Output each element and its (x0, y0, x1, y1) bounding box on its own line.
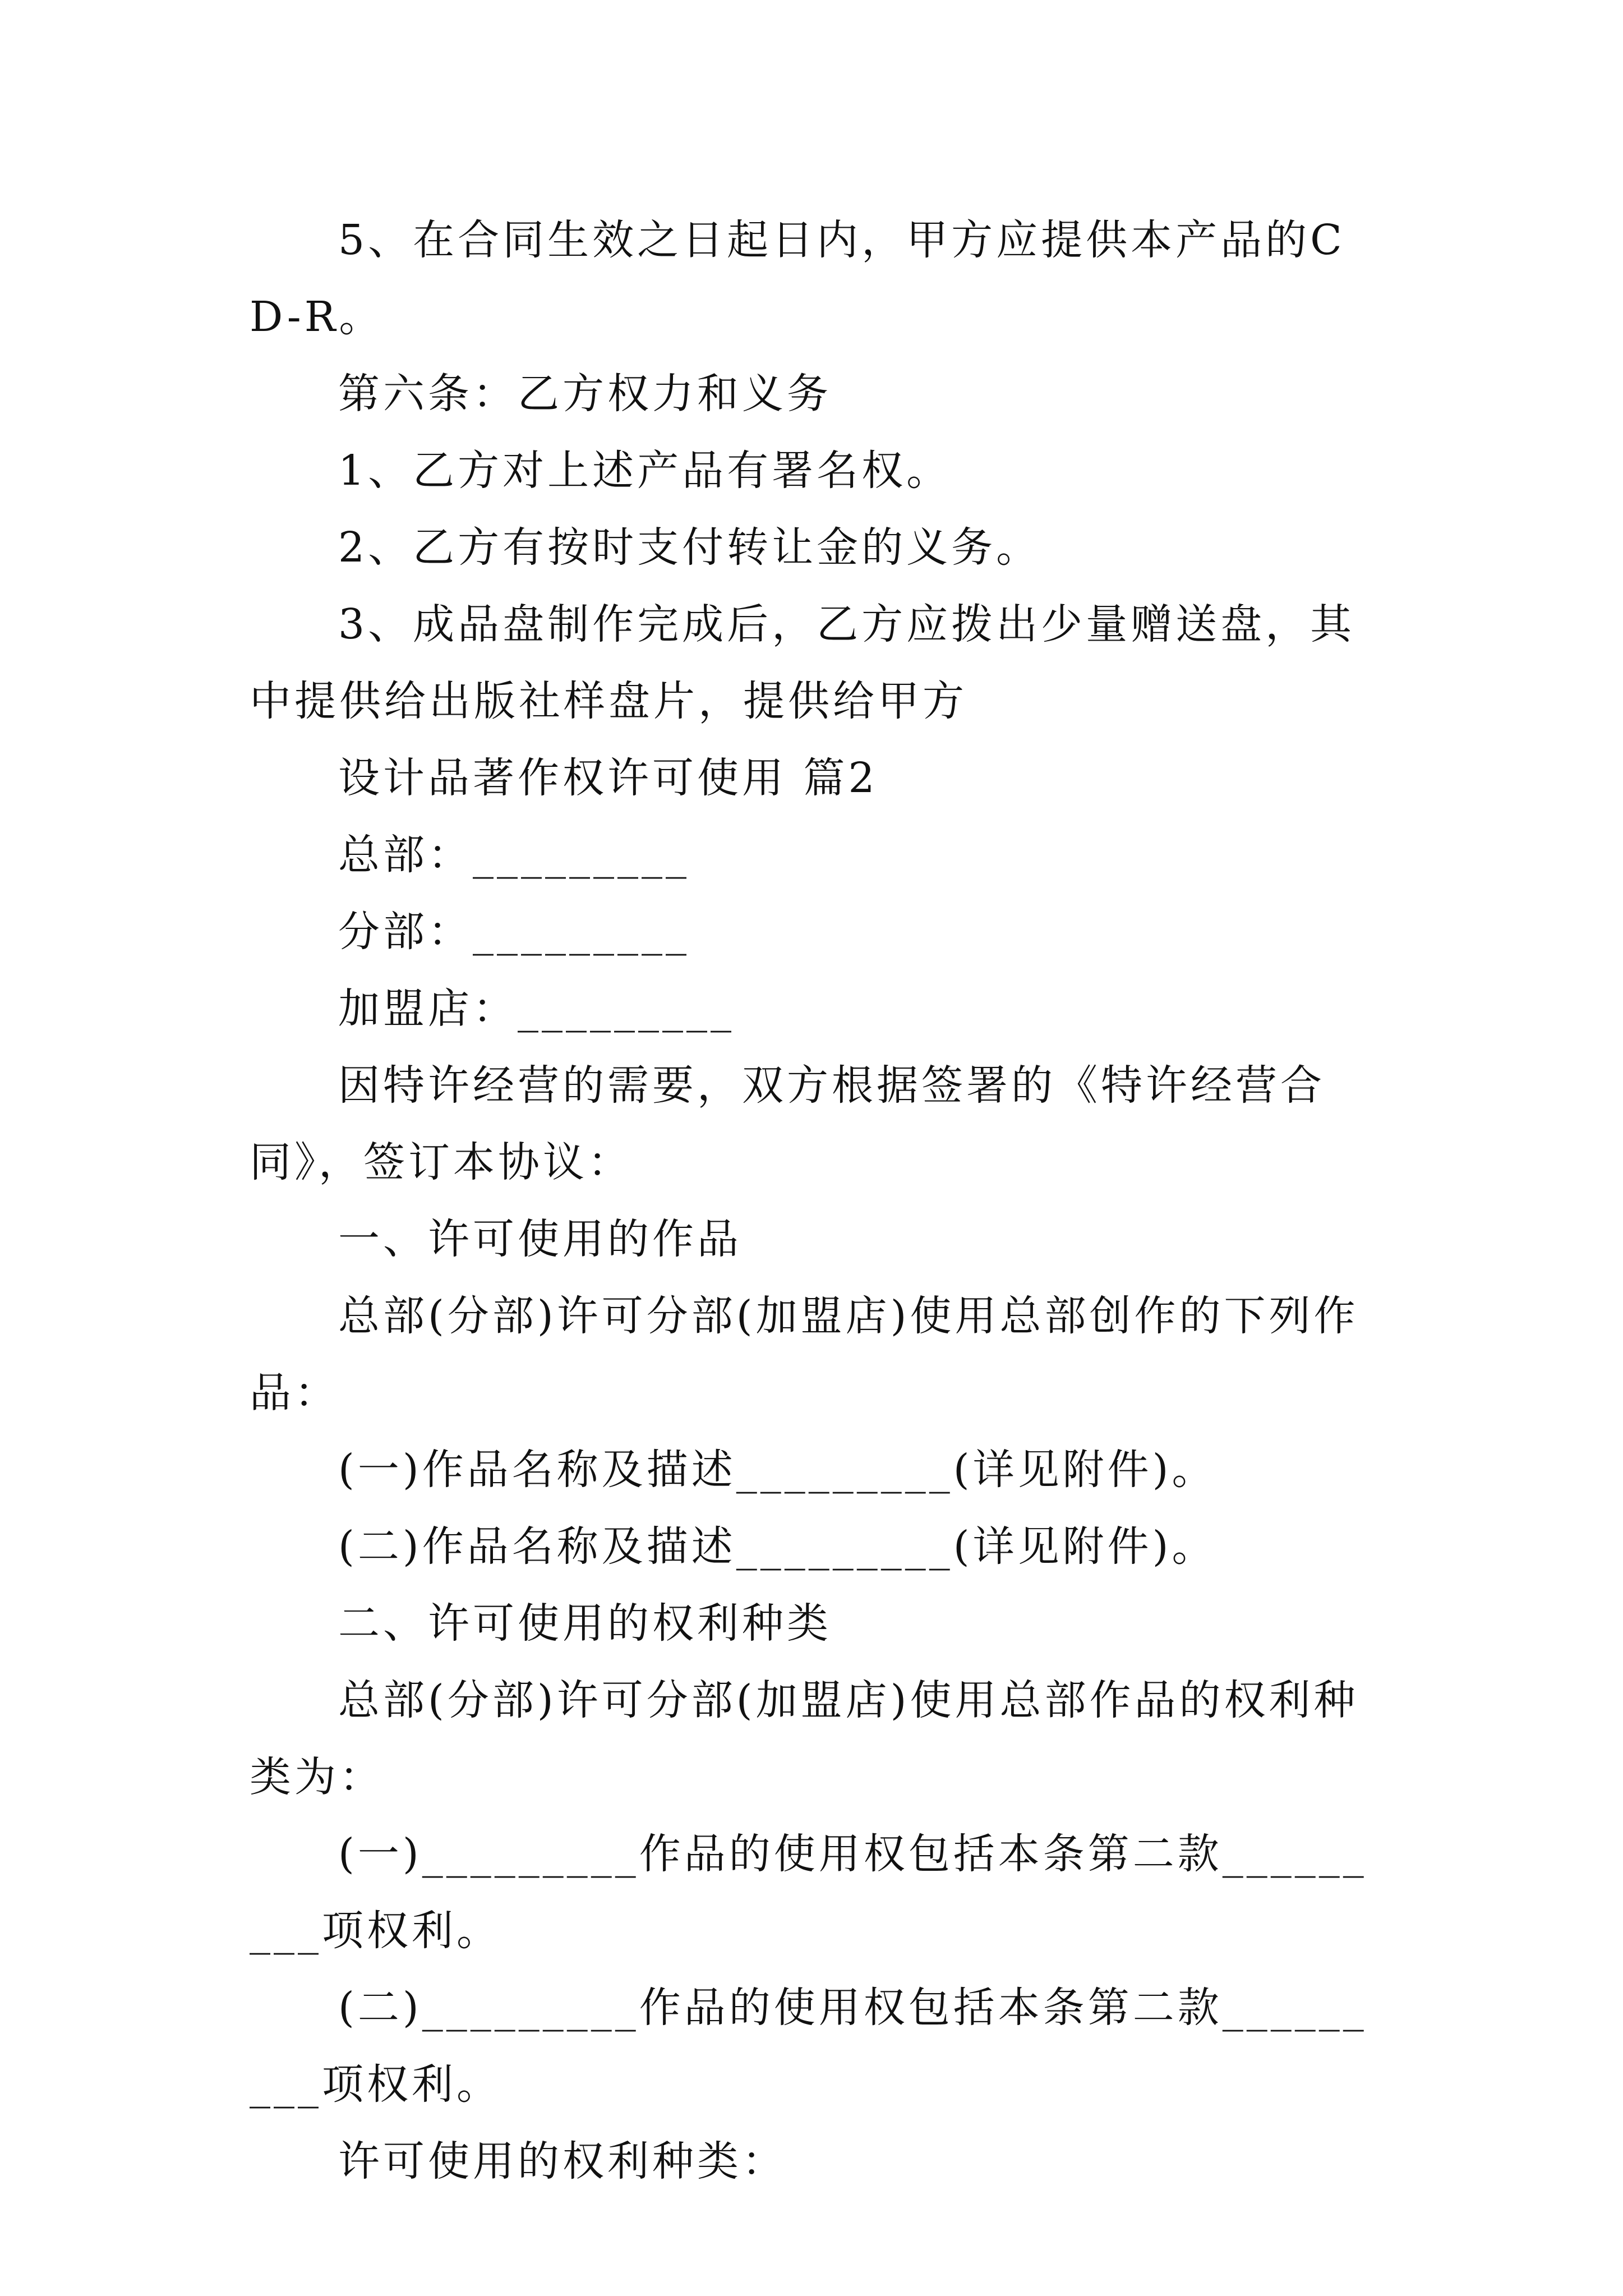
list-item: (一)作品名称及描述_________(详见附件)。 (338, 1446, 1217, 1494)
paragraph: 因特许经营的需要，双方根据签署的《特许经营合同》，签订本协议： (250, 1061, 1325, 1186)
party-field: 加盟店：_________ (338, 984, 735, 1033)
paragraph: 2、乙方有按时支付转让金的义务。 (338, 523, 1041, 572)
paragraph: 总部(分部)许可分部(加盟店)使用总部作品的权利种类为： (250, 1676, 1359, 1801)
paragraph: 1、乙方对上述产品有署名权。 (338, 447, 952, 495)
section-heading: 第六条：乙方权力和义务 (338, 370, 832, 418)
document-body (250, 202, 1382, 2200)
list-item: (二)_________作品的使用权包括本条第二款_________项权利。 (250, 1984, 1367, 2109)
paragraph: 3、成品盘制作完成后，乙方应拨出少量赠送盘，其中提供给出版社样盘片，提供给甲方 (250, 600, 1355, 725)
list-item: (一)_________作品的使用权包括本条第二款_________项权利。 (250, 1830, 1367, 1955)
article-title: 设计品著作权许可使用 篇2 (338, 754, 878, 802)
party-field: 分部：_________ (338, 908, 690, 956)
paragraph: 5、在合同生效之日起日内，甲方应提供本产品的CD-R。 (250, 216, 1345, 341)
list-item: (二)作品名称及描述_________(详见附件)。 (338, 1522, 1217, 1571)
paragraph: 总部(分部)许可分部(加盟店)使用总部创作的下列作品： (250, 1292, 1359, 1417)
party-field: 总部：_________ (338, 831, 690, 879)
section-heading: 一、许可使用的作品 (338, 1215, 742, 1263)
section-heading: 二、许可使用的权利种类 (338, 1599, 832, 1648)
paragraph: 许可使用的权利种类： (338, 2137, 787, 2185)
